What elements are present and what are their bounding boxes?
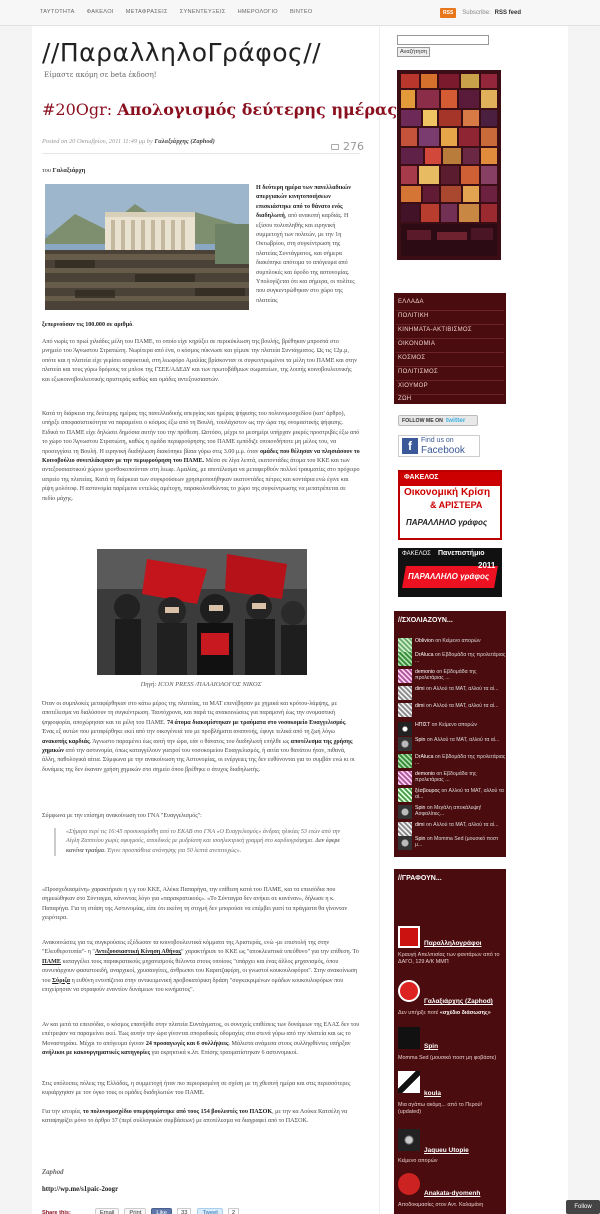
writers-title: //ΓΡΑΦΟΥΝ... [398,875,442,882]
comment-target: on Αλλού τα ΜΑΤ, αλλού τα αί... [424,822,499,828]
rss-badge-text: RSS [443,10,454,16]
category-divider [396,380,504,381]
category-divider [396,338,504,339]
share-print-button[interactable]: Print [124,1208,146,1214]
share-label: Share this: [42,1210,71,1214]
post-title[interactable] [42,100,397,119]
comment-author: demonio [415,771,435,777]
post-shortlink[interactable]: http://wp.me/s1paic-2oogr [42,1186,119,1193]
comment-author: dimi [415,822,425,828]
comment-target: on Εβδομάδα της προλετάριας ... [415,754,506,767]
comment-item[interactable] [398,836,506,855]
facebook-badge-text [421,437,465,456]
pame-link[interactable]: ΠΑΜΕ [42,958,61,965]
tweet-button[interactable]: Tweet [197,1208,222,1214]
abstract-painting-image [397,70,501,260]
comment-text [415,722,477,728]
comment-author: Spin [415,737,426,743]
photo-caption: Πηγή: ICON PRESS /ΠΑΛΑΙΟΛΟΓΟΣ ΝΙΚΟΣ [140,681,262,688]
avatar [398,788,412,802]
category-divider [396,366,504,367]
banner2-top: ΦΑΚΕΛΟΣ [402,551,431,557]
post-byline [42,167,85,174]
category-divider [396,324,504,325]
p4-bold: 74 άτομα διακομίστηκαν με τραύματα στο νοσοκομείο Ευαγγελισμός [166,719,346,726]
comment-target: on Εβδομάδα της προλετάριας ... [415,652,506,665]
banner2-logo: ΠΑΡΑΛΛΗΛΟ γράφος [408,572,490,581]
paragraph-10 [42,1108,360,1127]
paragraph-1-end [42,321,360,330]
comment-text [415,638,481,644]
avatar [398,652,412,666]
p10-bold: το πολυνομοσχέδιο υπερψηφίστηκε από τους 154 βουλευτές του ΠΑΣΟΚ [82,1109,273,1115]
writer-post-text: Δεν υπήρξε ποτέ [398,1010,440,1016]
p3-a: Κατά τη διάρκεια της δεύτερης ημέρας της πανελλαδικής απεργίας και ημέρας ψήφισης του πολυνομοσχεδίου (κατ' άρθρο), υπήρξε αποφασιστικότητα να παραμείνει ο κόσμος έξω από τη Βουλή, τουλάχιστον ως την ώρα της ονομαστικής ψήφισης. Ειδικά το ΠΑΜΕ είχε δηλώσει δημόσια αυτήν του την πρόθεση. Ωστόσο, μέχρι το μεσημέρι υπήρχαν μικρές προστριβές έξω από το χώρο του Άγνωστου Στρατιώτη, καθώς η ομάδα περιφρούρησης του ΠΑΜΕ εμπόδιζε οποιονδήποτε μη μέλος του, να προσεγγίσει τη Βουλή. Η ειρηνική διαδήλωση διακόπηκε βίαια γύρω στις 3.00 μ.μ. όταν [42,411,360,455]
avatar [398,669,412,683]
category-xioumor[interactable]: ΧΙΟΥΜΟΡ [398,383,428,389]
comment-text [415,788,506,801]
comment-author: DrAluca [415,754,434,760]
category-ellada[interactable]: ΕΛΛΑΔΑ [398,299,424,305]
p8-a: Αν και μετά τα επεισόδια, ο κόσμος επανήλθε στην πλατεία Συντάγματος, οι συνεχείς επιθέσεις των δυνάμεων της ΕΛΑΣ δεν του επέτρεψαν να παραμείνει εκεί. Έως αυτήν την ώρα γίνονται σποραδικές οδομαχίες στα στενά γύρω από την πλατεία και ως το Μοναστηράκι. Μέχρι το απόγευμα έγιναν [42,1022,360,1047]
writer-post[interactable] [398,1010,506,1017]
sidebar-divider [379,26,380,1214]
writer-name[interactable]: Παραλληλογράφοι [424,940,482,947]
category-oikonomia[interactable]: ΟΙΚΟΝΟΜΙΑ [398,341,436,347]
p7-a: Ανακοινώσεις για τις συγκρούσεις εξέδωσαν τα κοινοβουλευτικά κόμματα της Αριστεράς, ενώ -με επιστολή της στην "Ελευθεροτυπία"- η " [42,940,330,956]
nav-menu [40,9,325,15]
quote-bold: Δεν έφερε κανένα τραύμα [66,838,341,854]
protest-photo-svg [97,549,307,675]
subscribe-label: Subscribe: [462,10,491,16]
share-email-button[interactable]: Email [95,1208,120,1214]
writer-avatar-galaxiarxis[interactable] [398,980,420,1002]
avatar [398,754,412,768]
search-button[interactable]: Αναζήτηση [397,47,430,57]
facebook-like-button[interactable]: Like [151,1208,172,1214]
comment-author: ξέσβουρος [415,788,440,794]
p1-rest: , από ανακοπή καρδιάς. Η εξίσου πολυπληθής και ειρηνική συμμετοχή των πολιτών, με την 1η Οκτωβρίου, στη συγκέντρωση της πλατείας Συντάγματος, και σήμερα διακόπηκε απότομα το απόγευμα από συμπλοκές και έφοδο της αστυνομίας. Υπολογίζεται ότι και σήμερα, οι πολίτες που συγκεντρώθηκαν στο χώρο της πλατείας [256,213,355,304]
writer-name[interactable]: Anakata-dyomenh [424,1190,481,1197]
writer-avatar-jaqueu[interactable] [398,1129,420,1151]
banner2-main: Πανεπιστήμιο [438,550,485,557]
nav-item-synenteyxeis[interactable]: ΣΥΝΕΝΤΕΥΞΕΙΣ [179,9,226,15]
economic-crisis-dossier-banner[interactable] [398,470,502,540]
p8-c: για εκρηκτικά κ.λπ. Επίσης τραυματίστηκαν 6 αστυνομικοί. [150,1050,298,1057]
nav-item-imerologio[interactable]: ΗΜΕΡΟΛΟΓΙΟ [237,9,278,15]
byline-prefix: του [42,167,53,174]
paragraph-3 [42,410,360,504]
post-author-link[interactable]: Γαλαξιάρχης (Zaphod) [154,138,215,145]
comment-target: on Αλλού τα ΜΑΤ, αλλού τα αί... [415,788,504,801]
follow-button[interactable]: Follow [566,1200,600,1214]
category-politiki[interactable]: ΠΟΛΙΤΙΚΗ [398,313,429,319]
like-count: 33 [177,1208,191,1214]
comment-target: on Μεγάλη αποκάλυψη! Ασφαλίτιες... [415,805,482,818]
comment-count[interactable] [331,140,364,153]
p1-bold: Η δεύτερη ημέρα των πανελλαδικών απεργιακών κινητοποιήσεων επισκιάστηκε από το θάνατο ενός διαδηλωτή [256,185,351,220]
post-signoff: Zaphod [42,1169,64,1176]
paragraph-7 [42,939,360,995]
writer-avatar-paralilografoi[interactable] [398,926,420,948]
p10-b: , με την κα Λούκα Κατσέλη να καταψηφίζει μόνο το άρθρο 37 (περί συλλογικών συμβάσεων) με αποτέλεσμα να διαγραφεί από το ΠΑΣΟΚ. [42,1109,348,1125]
paragraph-9: Στις υπόλοιπες πόλεις της Ελλάδας, η συμμετοχή ήταν πιο περιορισμένη σε σχέση με τη χθεσινή ημέρα και στις περισσότερες κυριάρχησαν με τον όγκο τους οι ομάδες διαδηλωτών του ΠΑΜΕ. [42,1081,351,1097]
twitter-logo-text: twitter [445,417,466,424]
post-title-text: Απολογισμός δεύτερης ημέρας [117,100,398,119]
writer-name[interactable]: Jaqueu Utopie [424,1147,469,1154]
writer-post[interactable]: Κραυγή Απελπισίας των φαντάρων από το ΔΑΓΟ, 129 Α/Κ ΜΜΠ [398,952,500,965]
paragraph-4 [42,700,360,775]
category-divider [396,310,504,311]
search-input[interactable] [397,35,489,45]
category-zoi[interactable]: ΖΩΗ [398,396,412,402]
post-title-hashtag: #20Ogr: [42,100,118,119]
university-dossier-banner[interactable] [398,548,502,597]
p1-bold2: ξεπερνούσαν τις 100.000 σε αριθμό [42,322,133,328]
parliament-crowd-photo[interactable] [45,184,249,310]
p10-a: Για την ιστορία, [42,1109,83,1115]
post-date: Posted on 20 Οκτωβρίου, 2011 11:49 μμ by [42,138,155,145]
p8-b: . Μάλιστα ανάμεσα στους συλληφθέντες υπήρξαν [228,1040,351,1047]
banner1-sub: & ΑΡΙΣΤΕΡΑ [430,500,483,510]
post-meta [42,138,360,154]
writer-post-bold: «σχέδιο διάσωσης» [439,1010,491,1016]
avatar [398,703,412,717]
comment-count-number: 276 [343,140,364,153]
nav-item-metafraseis[interactable]: ΜΕΤΑΦΡΑΣΕΙΣ [125,9,168,15]
comment-target: on Εβδομάδα της προλετάριας ... [415,669,477,682]
paragraph-1-side [256,184,360,306]
p8-bold: 24 προσαγωγές και 6 συλλήψεις [145,1040,229,1047]
p7-b: " χαρακτήρισε το ΚΚΕ ως "αποκλειστικά υπεύθυνο" για την επίθεση. Το [181,949,359,956]
banner2-year: 2011 [478,561,496,570]
banner1-logo: ΠΑΡΑΛΛΗΛΟ γράφος [406,518,488,527]
writer-post[interactable]: Μια αγάπω ακόμη... από το Περού! (updated) [398,1102,483,1115]
category-kosmos[interactable]: ΚΟΣΜΟΣ [398,355,426,361]
tweet-count: 2 [228,1208,239,1214]
writer-name[interactable]: Spin [424,1043,439,1050]
quote-a: «Σήμερα περί τις 16:45 προσεκομίσθη από το ΕΚΑΒ στο ΓΝΑ «Ο Ευαγγελισμός» άνδρας ηλικίας 53 ετών από την Αίγλη Ζαππείου χωρίς σφυγμούς, αποιδικός με μυδρίαση και ισοηλεκτρική γραμμή στο καρδιογράφημα. [66,829,341,845]
comment-item[interactable] [398,703,506,722]
comment-text [415,669,506,682]
share-bar [42,1208,245,1214]
hospital-statement-quote [54,828,352,856]
comment-target: on Αλλού τα ΜΑΤ, αλλού τα αί... [424,703,499,709]
follow-on-twitter-badge[interactable] [398,415,478,426]
rss-feed-link[interactable]: RSS feed [494,10,521,16]
painting-svg [397,70,501,260]
top-navigation-bar [0,0,600,26]
comment-author: Spin [415,836,426,842]
parliament-photo-svg [45,184,249,310]
writer-name[interactable]: Γαλαξιάρχης (Zaphod) [424,998,493,1005]
site-title[interactable]: //ΠαραλληλοΓράφος// [42,38,322,67]
fb-line2: Facebook [421,444,465,456]
comment-text [415,737,499,743]
category-divider [396,352,504,353]
writer-post[interactable]: Αποδοκιμασίες στον Αντ. Καλαμάνη [398,1202,484,1208]
recent-comments-title: //ΣΧΟΛΙΑΖΟΥΝ... [398,617,453,624]
comment-author: dimi [415,703,425,709]
comment-text [415,703,498,709]
comment-target: on Αλλού τα ΜΑΤ, αλλού τα αί... [425,737,500,743]
category-divider [396,394,504,395]
p3-b: Μέσα σε λίγα λεπτά, εκατοντάδες άτομα του ΚΚΕ και των αντεξουσιαστικού χώρου γρονθοκοπούνταν στη λεωφ. Αμαλίας, με αποτέλεσμα να μεταφερθούν πολλοί τραυματίες στο πρόχειρο ιατρείο της πλατείας. Κατά τη διάρκεια των συγκρούσεων χρησιμοποιήθηκαν εκατοντάδες πέτρες και κοντάρια ενώ έγινε και ρίψη μολότοφ. Η αστυνομία παρέμεινε εντελώς αμέτοχη, παρακολουθώντας το χώρο της συγκέντρωσης να μετατρέπεται σε πεδίο μάχης. [42,458,360,502]
paragraph-2: Από νωρίς το πρωί χιλιάδες μέλη του ΠΑΜΕ, το οποίο είχε κηρύξει σε περικύκλωση της βουλής, βρέθηκαν μπροστά στο μνημείο του Άγνωστου Στρατιώτη. Νωρίτερα από ένα, ο κόσμος πύκνωσε και γέμισε την πλατεία Συντάγματος. Ως τις 12μ.μ, οπότε και η πλατεία είχε γεμίσει ασφυκτικά, στη λεωφόρο Αμαλίας βρίσκονταν οι συγκεντρωμένοι τα μέλη του ΠΑΜΕ και στην πλατεία και τους γύρω δρόμους τα μπλοκ της ΓΣΕΕ/ΑΔΕΔΥ και των πρωτοβάθμιων σωματείων, της λοιπής κοινοβουλευτικής και εξωκοινοβουλευτικής αριστεράς καθώς και ομάδες αντεξουσιαστών. [42,339,357,383]
protest-riot-photo[interactable] [97,549,307,675]
avatar [398,638,412,652]
category-kinimata[interactable]: ΚΙΝΗΜΑΤΑ-ΑΚΤΙΒΙΣΜΟΣ [398,327,472,333]
comment-target: on Κείμενο απορών [433,638,481,644]
comment-target: on Εβδομάδα της προλετάριας ... [415,771,477,784]
category-politismos[interactable]: ΠΟΛΙΤΙΣΜΟΣ [398,369,438,375]
avatar [398,722,412,736]
p4-c: . Άγνωστο παραμένει έως αυτή την ώρα, εάν ο θάνατος του διαδηλωτή επήλθε ως [89,738,291,745]
comment-text [415,754,506,767]
avatar [398,686,412,700]
comment-author: ΗΠΙΣΤ [415,722,431,728]
quote-b: . Έγινε προσπάθεια ανάνηψης για 50 λεπτά ανεπιτυχώς». [104,847,242,854]
comment-target: on Momma Sed (μουσικό ποστ μ... [415,836,499,849]
writer-avatar-spin[interactable] [398,1027,420,1049]
byline-author: Γαλαξιάρχη [52,167,86,174]
p4-b: . Ένας εξ αυτών που μεταφέρθηκε εκεί από την οικογένειά του με προβλήματα αναπνοής, έφυγε τελικά από τη ζωή λόγω [42,719,347,736]
avatar [398,836,412,850]
comment-author: demonio [415,669,435,675]
avatar [398,822,412,836]
follow-twitter-text: FOLLOW ME ON [402,417,443,424]
p1-end: . [132,322,134,328]
comment-author: Spin [415,805,426,811]
p3-bold: ομάδες που θέλησαν να πλησιάσουν το Κοινοβούλιο συνεπλάκησαν με την περιφρούρηση του ΠΑΜΕ. [42,448,360,465]
avatar [398,737,412,751]
p4-bold3: αποτέλεσμα της χρήσης χημικών [42,738,353,755]
avatar [398,805,412,819]
writer-name[interactable]: koula [424,1090,441,1097]
paragraph-8 [42,1021,360,1059]
comment-target: on Αλλού τα ΜΑΤ, αλλού τα αί... [424,686,499,692]
comment-target: on Κείμενο απορών [430,722,478,728]
comment-author: dimi [415,686,425,692]
comment-text [415,771,506,784]
comment-author: DrAluca [415,652,434,658]
comment-text [415,686,498,692]
banner1-top: ΦΑΚΕΛΟΣ [404,474,439,481]
ake-link[interactable]: Αντεξουσιαστική Κίνηση Αθήνας [94,949,182,956]
syriza-link[interactable]: Σύριζα [52,977,71,984]
comment-text [415,805,506,818]
comment-bubble-icon [331,144,339,150]
comment-author: Oblivion [415,638,434,644]
avatar [398,771,412,785]
nav-item-fakeloi[interactable]: ΦΑΚΕΛΟΙ [86,9,114,15]
comment-text [415,652,506,665]
banner1-main: Οικονομική Κρίση [404,487,491,498]
writer-post[interactable]: Momma Sed (μουσικό ποστ μη φοβάστε) [398,1055,497,1061]
nav-item-video[interactable]: ΒΙΝΤΕΟ [289,9,313,15]
paragraph-6: «Προσχεδιασμένη» χαρακτήρισε η γ.γ του ΚΚΕ, Αλέκα Παπαρήγα, την επίθεση κατά του ΠΑΜΕ, και τα επεισόδια που σημειώθηκαν στο Σύνταγμα, κάνοντας λόγο για «παρακρατικούς». «Το Σύνταγμα δεν ανήκει σε κανέναν», δήλωσε η κ. Παπαρήγα. Για τη στάση της Αστυνομίας, είπε ότι εκείνη τη στιγμή δεν μπορούσε να επέμβει γιατί τα πράγματα θα γίνονταν χειρότερα. [42,887,348,922]
writer-avatar-anakata[interactable] [398,1173,420,1195]
p4-d: από την αστυνομία, όπως καταγγέλουν γιατροί του νοσοκομείου Ευαγγελισμός, ή αιτία του θανάτου ήταν, πιθανά, άλλη, παθολογικά αίτια. Σύμφωνα με την ανακοίνωση της Αστυνομίας, οι ενέργειες της δεν ευθύνονται για το συμβάν ενώ κι οι δυνάμεις της δεν έκαναν χρήση χημικών στο σημείο όπου βρέθηκε ο άτυχος διαδηλωτής. [42,748,355,773]
site-tagline: Είμαστε ακόμη σε beta έκδοση! [44,71,157,79]
rss-icon[interactable] [440,8,456,18]
p4-a: Όταν οι συμπλοκές μεταφέρθηκαν στο κάτω μέρος της πλατείας, τα ΜΑΤ επενέβησαν με χημικά και κρότου-λάμψης, με αποτέλεσμα να διαλύσουν τη συγκέντρωση. Ταυτόχρονα, και παρά τις ανακοινώσεις για παραμονή έως την ονομαστική ψηφοφορία, αποχώρησαν και τα μέλη του ΠΑΜΕ. [42,701,338,726]
writer-post[interactable]: Κείμενο απορών [398,1158,438,1164]
paragraph-5: Σύμφωνα με την επίσημη ανακοίνωση του ΓΝΑ "Ευαγγελισμός": [42,813,202,819]
p7-d: η ευθύνη εντοπίζεται στην αντικειμενική προβοκατόρικη δράση "συγκεκριμένων ομάδων κουκουλοφόρων που επιχείρησαν να στραφούν εναντίον δυνάμεων του κινήματος". [42,977,344,994]
writer-avatar-koula[interactable] [398,1071,420,1093]
rss-subscribe [440,8,521,18]
p8-bold2: ανήλικοι με κακουργηματικές κατηγορίες [42,1050,151,1057]
p4-bold2: ανακοπής καρδιάς [42,738,90,745]
p7-c: καταγγέλει τους παρακρατικούς μηχανισμούς θέλοντα στους οποίους "υπάρχει και ένας άλλος μηχανισμός, όπου συνυπάρχουν φασιστοειδή, αναρχικοί, χρυσαυγίτες, άνθρωποι του Καρατζαφέρη, οι γνωστοί κουκουλοφόροι". Στην ανακοίνωση του [42,958,358,984]
nav-item-taytotita[interactable]: ΤΑΥΤΟΤΗΤΑ [40,9,75,15]
fb-line1: Find us on [421,436,454,444]
comment-text [415,822,498,828]
facebook-icon: f [402,438,418,454]
comment-text [415,836,506,849]
find-us-on-facebook-badge[interactable] [398,435,480,457]
